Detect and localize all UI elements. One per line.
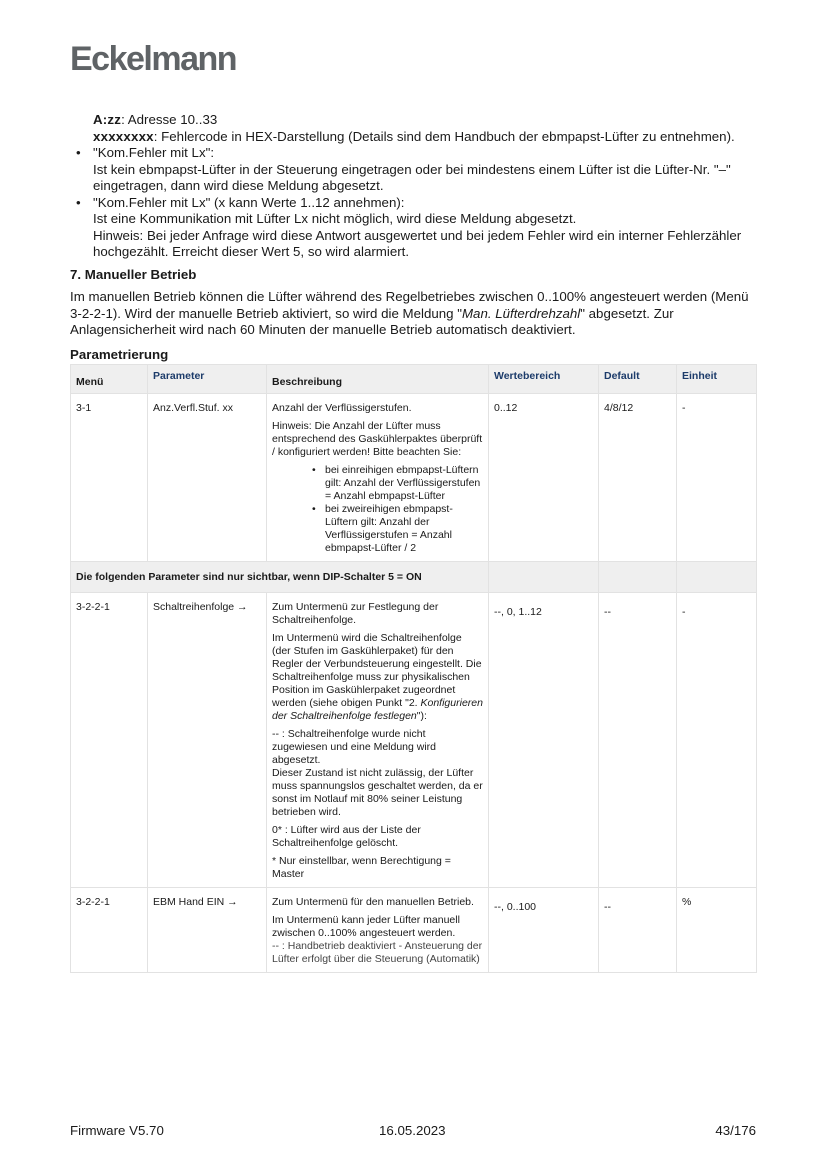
bullet-text: Ist kein ebmpapst-Lüfter in der Steuerung eingetragen oder bei mindestens einem Lüfter ist die Lüfter-Nr. "–" eingetragen, dann wird diese Meldung abgesetzt.	[93, 161, 731, 193]
cell-range: --, 0..100	[489, 888, 599, 973]
eckelmann-logo: Eckelmann	[70, 40, 237, 78]
cell-description	[267, 593, 489, 888]
cell-description	[267, 394, 489, 562]
errorcode-line	[70, 129, 756, 146]
desc-text: Zum Untermenü zur Festlegung der Schaltreihenfolge.	[272, 601, 439, 626]
desc-text: * Nur einstellbar, wenn Berechtigung = Master	[272, 855, 451, 880]
para-text: Im manuellen Betrieb können die Lüfter während des Regelbetriebes zwischen 0..100% angesteuert werden (Menü 3-2-2-1). Wird der manuelle Betrieb aktiviert, so wird die Meldung "	[70, 289, 749, 321]
azz-text: : Adresse 10..33	[121, 112, 218, 127]
cell-parameter: Anz.Verfl.Stuf. xx	[148, 394, 267, 562]
bullet-title: • "Kom.Fehler mit Lx":	[93, 145, 215, 160]
list-item: • bei zweireihigen ebmpapst-Lüftern gilt: Anzahl der Verflüssigerstufen = Anzahl ebmpapst-Lüfter / 2	[312, 503, 483, 555]
header-default: Default	[599, 365, 677, 394]
cell-unit: -	[677, 593, 757, 888]
desc-span: "):	[416, 710, 427, 722]
header-wertebereich: Wertebereich	[489, 365, 599, 394]
xcode-text: : Fehlercode in HEX-Darstellung (Details sind dem Handbuch der ebmpapst-Lüfter zu entnehmen).	[153, 128, 735, 144]
table-row	[71, 593, 757, 888]
note-empty-cell	[677, 562, 757, 593]
desc-span: Dieser Zustand ist nicht zulässig, der Lüfter muss spannungslos geschaltet werden, da er sonst im Notlauf mit 80% seiner Leistung betrieben wird.	[272, 767, 483, 818]
cell-default: 4/8/12	[599, 394, 677, 562]
page-content	[70, 112, 756, 973]
cell-range: --, 0, 1..12	[489, 593, 599, 888]
desc-text: 0* : Lüfter wird aus der Liste der Schaltreihenfolge gelöscht.	[272, 824, 421, 849]
desc-span: Im Untermenü kann jeder Lüfter manuell zwischen 0..100% angesteuert werden.	[272, 914, 460, 939]
para-text: " abgesetzt. Zur Anlagensicherheit wird nach 60 Minuten der manuelle Betrieb automatisch deaktiviert.	[70, 305, 674, 337]
desc-text	[272, 632, 483, 723]
cell-default: --	[599, 593, 677, 888]
table-row	[71, 394, 757, 562]
header-menu: Menü	[71, 365, 148, 394]
table-header-row	[71, 365, 757, 394]
header-parameter: Parameter	[148, 365, 267, 394]
bullet-text: Hinweis: Bei jeder Anfrage wird diese Antwort ausgewertet und bei jedem Fehler wird ein interner Fehlerzähler hochgezählt. Erreicht dieser Wert 5, so wird alarmiert.	[93, 227, 742, 259]
xcode-label: xxxxxxxx	[93, 128, 154, 144]
message-list	[70, 145, 756, 261]
section-paragraph	[70, 289, 756, 339]
header-beschreibung: Beschreibung	[267, 365, 489, 394]
bullet-text: Ist eine Kommunikation mit Lüfter Lx nicht möglich, wird diese Meldung abgesetzt.	[93, 211, 577, 226]
note-row	[71, 562, 757, 593]
subsection-title: Parametrierung	[70, 346, 169, 362]
cell-parameter: Schaltreihenfolge →	[148, 593, 267, 888]
cell-unit: %	[677, 888, 757, 973]
section-title: 7. Manueller Betrieb	[70, 266, 197, 282]
note-empty-cell	[489, 562, 599, 593]
desc-span: -- : Schaltreihenfolge wurde nicht zugewiesen und eine Meldung wird abgesetzt.	[272, 728, 437, 766]
note-text: Die folgenden Parameter sind nur sichtbar, wenn DIP-Schalter 5 = ON	[71, 562, 489, 593]
cell-range: 0..12	[489, 394, 599, 562]
desc-italic: Konfigurieren der Schaltreihenfolge festlegen	[272, 697, 483, 722]
desc-text: Anzahl der Verflüssigerstufen.	[272, 402, 412, 414]
header-einheit: Einheit	[677, 365, 757, 394]
note-empty-cell	[599, 562, 677, 593]
desc-text: Hinweis: Die Anzahl der Lüfter muss entsprechend des Gaskühlerpaktes überprüft / konfiguriert werden! Bitte beachten Sie:	[272, 420, 483, 458]
table-row	[71, 888, 757, 973]
azz-label: A:zz	[93, 112, 122, 127]
cell-menu: 3-2-2-1	[71, 888, 148, 973]
desc-text	[272, 914, 483, 966]
address-line	[70, 112, 756, 129]
list-item	[70, 145, 756, 195]
desc-text	[272, 728, 483, 819]
desc-text: Zum Untermenü für den manuellen Betrieb.	[272, 896, 474, 908]
cell-menu: 3-2-2-1	[71, 593, 148, 888]
cell-description	[267, 888, 489, 973]
cell-unit: -	[677, 394, 757, 562]
parameter-table	[70, 364, 757, 973]
desc-span: -- : Handbetrieb deaktiviert - Ansteuerung der Lüfter erfolgt über die Steuerung (Automatik)	[272, 940, 483, 965]
desc-span: Im Untermenü wird die Schaltreihenfolge (der Stufen im Gaskühlerpaket) für den Regler der Verbundsteuerung eingestellt. Die Schaltreihenfolge muss zur physikalischen Position im Gaskühlerpaket zugeordnet werden (siehe obigen Punkt "2.	[272, 632, 482, 709]
desc-list	[272, 464, 483, 555]
footer-date: 16.05.2023	[379, 1123, 446, 1138]
list-item: • bei einreihigen ebmpapst-Lüftern gilt: Anzahl der Verflüssigerstufen = Anzahl ebmpapst-Lüfter	[312, 464, 483, 503]
cell-menu: 3-1	[71, 394, 148, 562]
cell-parameter: EBM Hand EIN →	[148, 888, 267, 973]
page-number: 43/176	[715, 1123, 756, 1138]
cell-default: --	[599, 888, 677, 973]
firmware-version: Firmware V5.70	[70, 1123, 164, 1138]
para-italic: Man. Lüfterdrehzahl	[461, 305, 581, 321]
bullet-title: • "Kom.Fehler mit Lx" (x kann Werte 1..12 annehmen):	[93, 194, 405, 210]
list-item	[70, 195, 756, 261]
